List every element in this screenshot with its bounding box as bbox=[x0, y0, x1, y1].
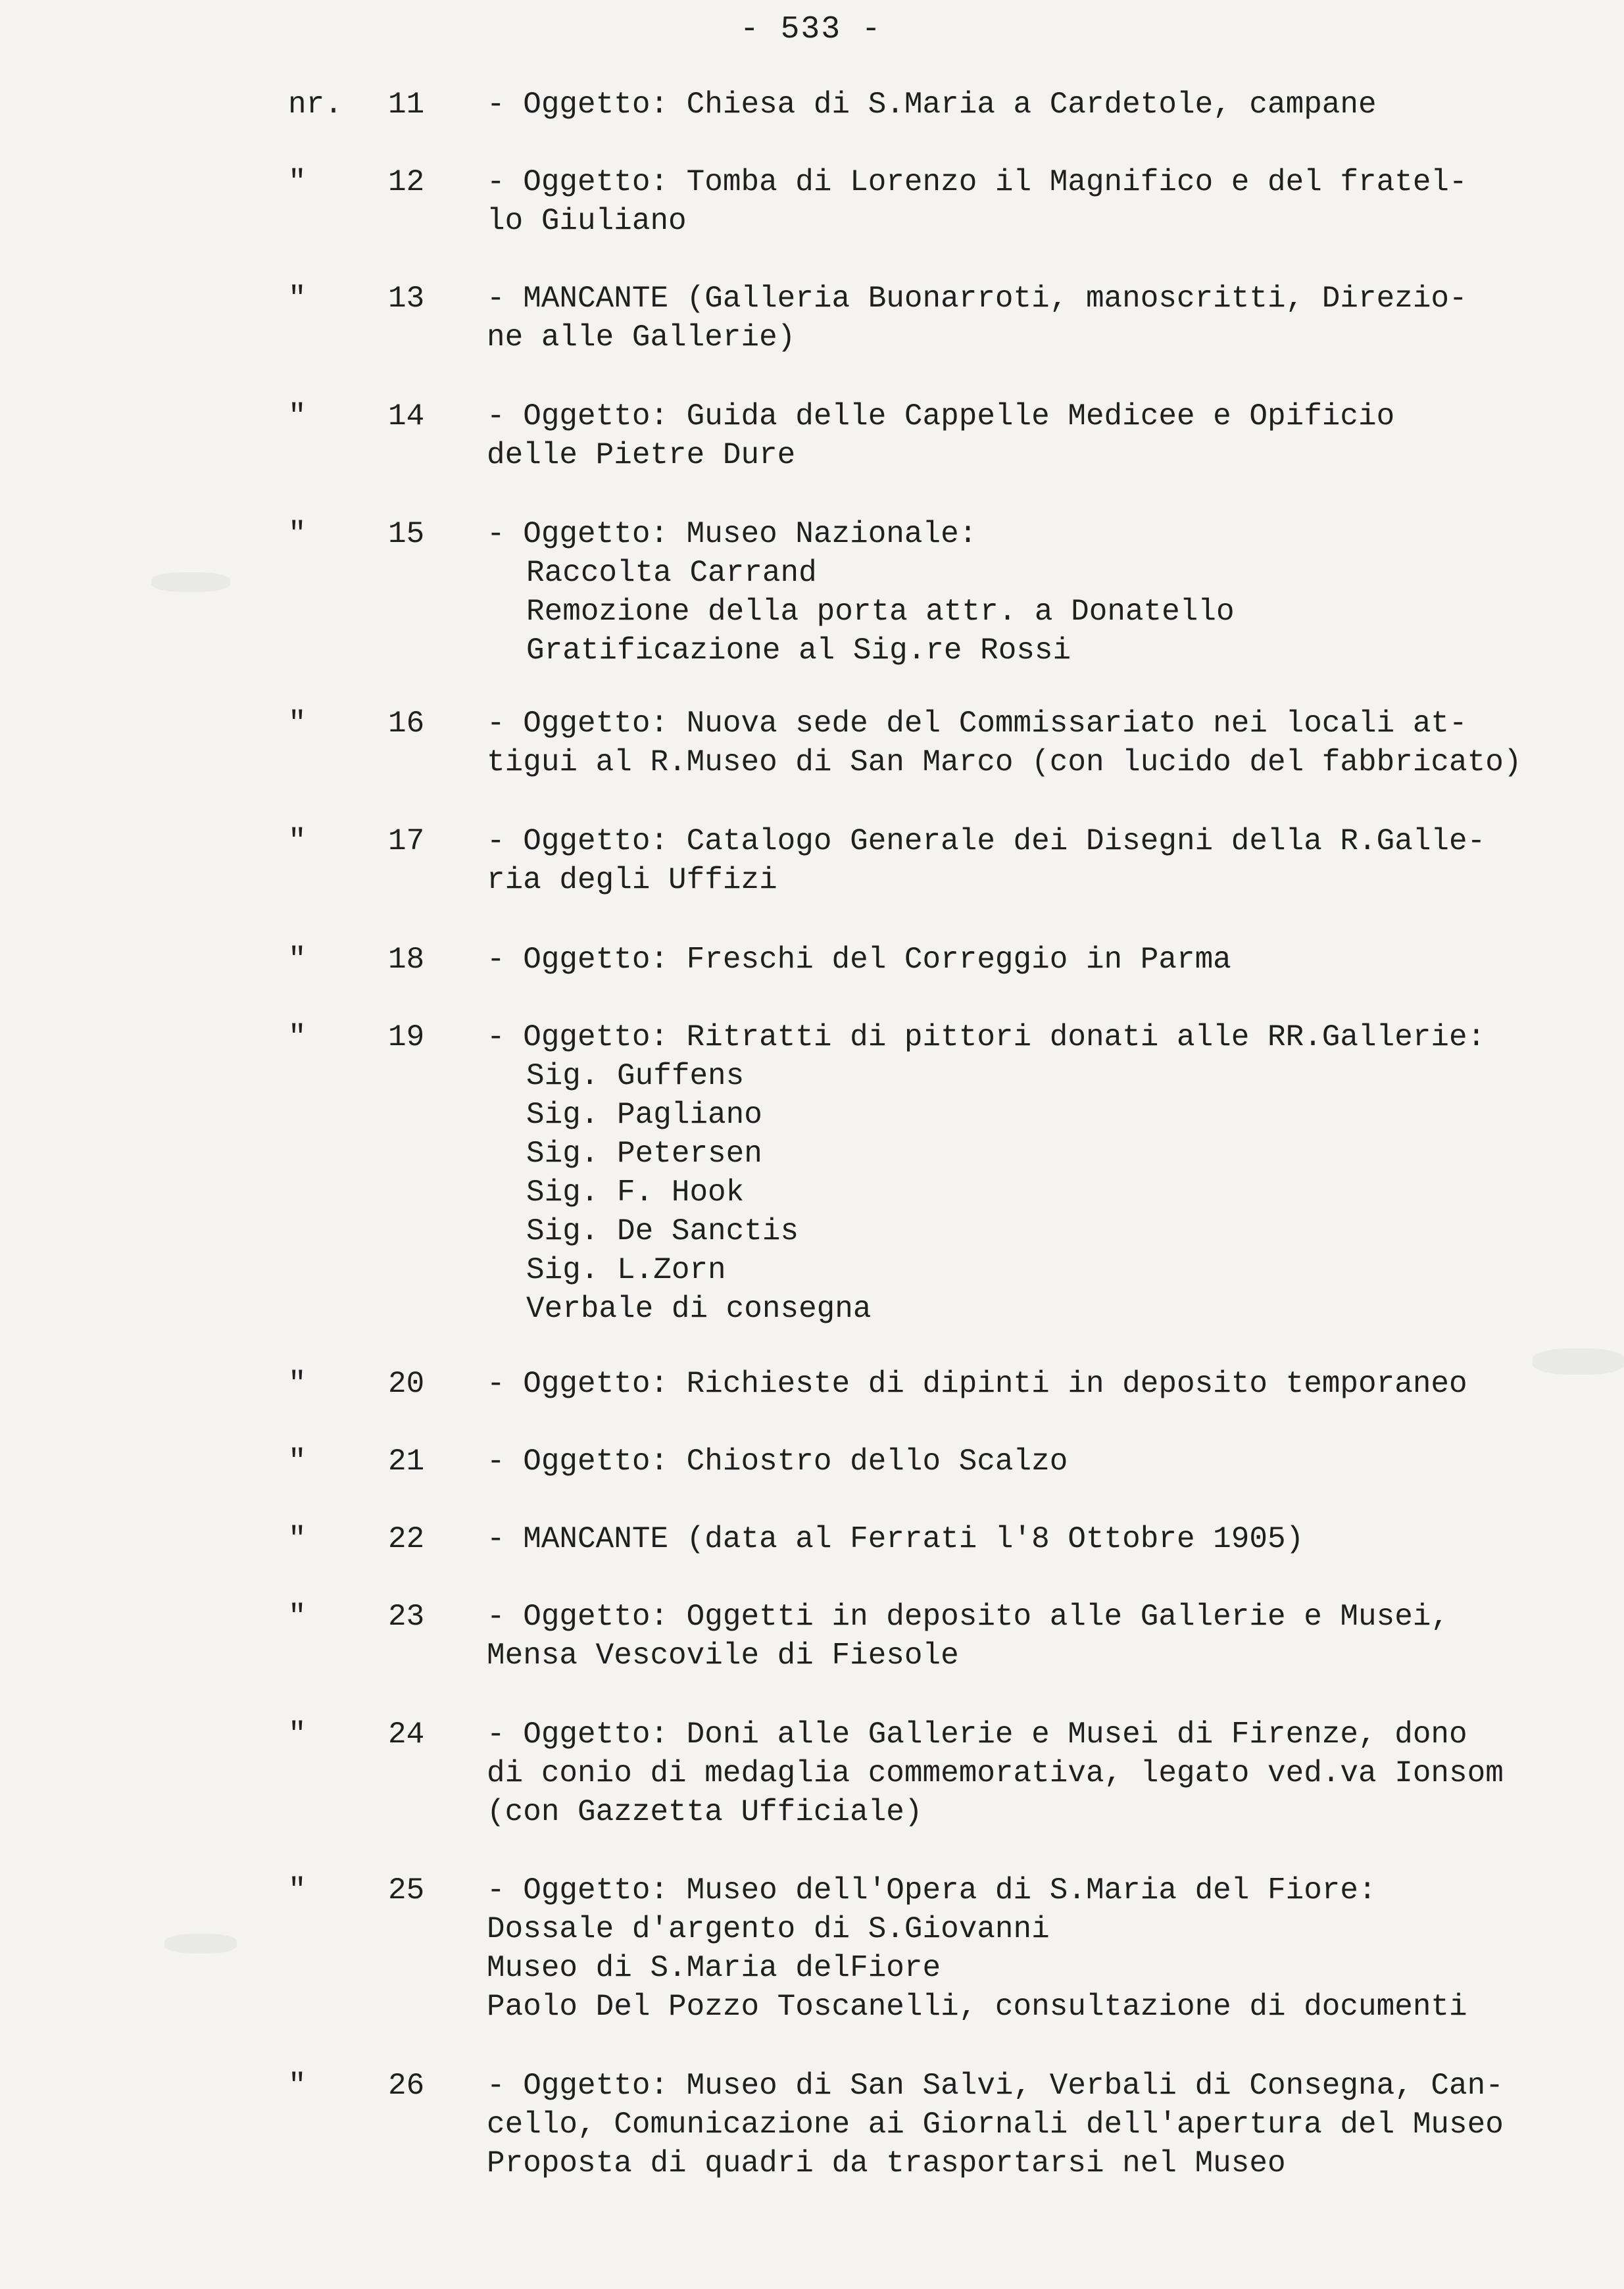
entry-prefix: " bbox=[288, 2069, 307, 2103]
entry-line: - Oggetto: Tomba di Lorenzo il Magnifico e del fratel- bbox=[487, 165, 1467, 199]
entry-number: 14 bbox=[388, 399, 425, 433]
entry-item bbox=[0, 397, 1624, 475]
entry-line: Sig. De Sanctis bbox=[526, 1214, 799, 1248]
entry-number: 16 bbox=[388, 706, 425, 741]
entry-line: cello, Comunicazione ai Giornali dell'apertura del Museo bbox=[487, 2107, 1504, 2142]
entry-line: (con Gazzetta Ufficiale) bbox=[487, 1795, 923, 1829]
entry-line: - Oggetto: Oggetti in deposito alle Gallerie e Musei, bbox=[487, 1600, 1450, 1634]
entry-line: Verbale di consegna bbox=[526, 1292, 872, 1326]
entry-prefix: " bbox=[288, 165, 307, 199]
entry-line: - Oggetto: Catalogo Generale dei Disegni della R.Galle- bbox=[487, 824, 1486, 858]
entry-item bbox=[0, 822, 1624, 900]
entry-line: delle Pietre Dure bbox=[487, 438, 796, 472]
entry-item bbox=[0, 2067, 1624, 2183]
entry-item bbox=[0, 1365, 1624, 1404]
entry-line: Proposta di quadri da trasportarsi nel Museo bbox=[487, 2146, 1286, 2180]
entry-line: - Oggetto: Museo dell'Opera di S.Maria del Fiore: bbox=[487, 1873, 1377, 1908]
entry-body bbox=[487, 163, 1467, 241]
entry-body bbox=[487, 822, 1485, 900]
entry-body bbox=[487, 1365, 1467, 1404]
entry-line: Sig. F. Hook bbox=[526, 1175, 745, 1210]
entry-body bbox=[487, 515, 1235, 670]
entry-prefix: " bbox=[288, 282, 307, 316]
entry-item bbox=[0, 941, 1624, 979]
entry-number: 18 bbox=[388, 943, 425, 977]
entry-prefix: " bbox=[288, 1444, 307, 1479]
entry-prefix: " bbox=[288, 1873, 307, 1908]
entry-body bbox=[487, 280, 1467, 357]
entry-prefix: " bbox=[288, 1522, 307, 1556]
entry-prefix: " bbox=[288, 399, 307, 433]
entry-number: 13 bbox=[388, 282, 425, 316]
entry-line: - Oggetto: Chiostro dello Scalzo bbox=[487, 1444, 1068, 1479]
entry-number: 11 bbox=[388, 87, 425, 122]
entry-line: Sig. L.Zorn bbox=[526, 1253, 726, 1287]
entry-line: - Oggetto: Chiesa di S.Maria a Cardetole, campane bbox=[487, 87, 1377, 122]
entry-line: Gratificazione al Sig.re Rossi bbox=[526, 633, 1071, 668]
entry-item bbox=[0, 1598, 1624, 1675]
entry-line: tigui al R.Museo di San Marco (con lucido del fabbricato) bbox=[487, 745, 1522, 779]
entry-number: 21 bbox=[388, 1444, 425, 1479]
entry-body bbox=[487, 86, 1377, 124]
entry-number: 26 bbox=[388, 2069, 425, 2103]
entry-line: - MANCANTE (data al Ferrati l'8 Ottobre 1905) bbox=[487, 1522, 1304, 1556]
entry-number: 12 bbox=[388, 165, 425, 199]
entry-body bbox=[487, 1520, 1304, 1559]
entry-number: 25 bbox=[388, 1873, 425, 1908]
entry-line: Sig. Guffens bbox=[526, 1059, 745, 1093]
entry-prefix: " bbox=[288, 1717, 307, 1752]
entry-prefix: " bbox=[288, 824, 307, 858]
page-number: - 533 - bbox=[740, 12, 882, 47]
entry-item bbox=[0, 1871, 1624, 2027]
entry-item bbox=[0, 515, 1624, 670]
entry-body bbox=[487, 1598, 1449, 1675]
entry-line: - Oggetto: Museo Nazionale: bbox=[487, 517, 977, 551]
entry-prefix: " bbox=[288, 1367, 307, 1401]
entry-line: lo Giuliano bbox=[487, 204, 687, 238]
entry-line: Sig. Pagliano bbox=[526, 1098, 762, 1132]
entry-number: 24 bbox=[388, 1717, 425, 1752]
entry-line: Dossale d'argento di S.Giovanni bbox=[487, 1912, 1050, 1946]
entry-body bbox=[487, 397, 1394, 475]
entry-item bbox=[0, 704, 1624, 782]
entry-item bbox=[0, 86, 1624, 124]
entry-line: - Oggetto: Richieste di dipinti in deposito temporaneo bbox=[487, 1367, 1467, 1401]
entry-item bbox=[0, 1442, 1624, 1481]
entry-prefix: " bbox=[288, 706, 307, 741]
entry-line: Museo di S.Maria delFiore bbox=[487, 1951, 941, 1985]
entry-line: di conio di medaglia commemorativa, legato ved.va Ionsom bbox=[487, 1756, 1504, 1790]
entry-line: - Oggetto: Museo di San Salvi, Verbali di Consegna, Can- bbox=[487, 2069, 1504, 2103]
entry-line: Mensa Vescovile di Fiesole bbox=[487, 1638, 959, 1673]
entry-line: Raccolta Carrand bbox=[526, 556, 817, 590]
entry-line: - MANCANTE (Galleria Buonarroti, manoscritti, Direzio- bbox=[487, 282, 1467, 316]
entry-line: Remozione della porta attr. a Donatello bbox=[526, 595, 1235, 629]
entry-prefix: " bbox=[288, 517, 307, 551]
entry-body bbox=[487, 1715, 1504, 1832]
entry-line: - Oggetto: Nuova sede del Commissariato nei locali at- bbox=[487, 706, 1467, 741]
entry-body bbox=[487, 1442, 1068, 1481]
entry-item bbox=[0, 1018, 1624, 1329]
entry-line: ria degli Uffizi bbox=[487, 863, 777, 897]
entry-body bbox=[487, 704, 1521, 782]
entry-body bbox=[487, 1018, 1485, 1329]
entry-body bbox=[487, 2067, 1504, 2183]
entry-line: Sig. Petersen bbox=[526, 1137, 762, 1171]
entry-item bbox=[0, 1520, 1624, 1559]
entry-number: 19 bbox=[388, 1020, 425, 1054]
entry-item bbox=[0, 1715, 1624, 1832]
entry-body bbox=[487, 1871, 1467, 2027]
entry-line: - Oggetto: Ritratti di pittori donati alle RR.Gallerie: bbox=[487, 1020, 1486, 1054]
entry-line: Paolo Del Pozzo Toscanelli, consultazione di documenti bbox=[487, 1990, 1467, 2024]
entry-item bbox=[0, 163, 1624, 241]
entry-number: 17 bbox=[388, 824, 425, 858]
entry-line: - Oggetto: Guida delle Cappelle Medicee e Opificio bbox=[487, 399, 1395, 433]
entry-prefix: " bbox=[288, 1020, 307, 1054]
entry-number: 22 bbox=[388, 1522, 425, 1556]
entry-line: - Oggetto: Freschi del Correggio in Parma bbox=[487, 943, 1231, 977]
entry-item bbox=[0, 280, 1624, 357]
entry-line: - Oggetto: Doni alle Gallerie e Musei di Firenze, dono bbox=[487, 1717, 1467, 1752]
entry-number: 23 bbox=[388, 1600, 425, 1634]
entry-prefix: nr. bbox=[288, 87, 343, 122]
entry-prefix: " bbox=[288, 1600, 307, 1634]
entry-line: ne alle Gallerie) bbox=[487, 320, 796, 355]
entry-number: 20 bbox=[388, 1367, 425, 1401]
entry-body bbox=[487, 941, 1231, 979]
entry-number: 15 bbox=[388, 517, 425, 551]
entry-prefix: " bbox=[288, 943, 307, 977]
